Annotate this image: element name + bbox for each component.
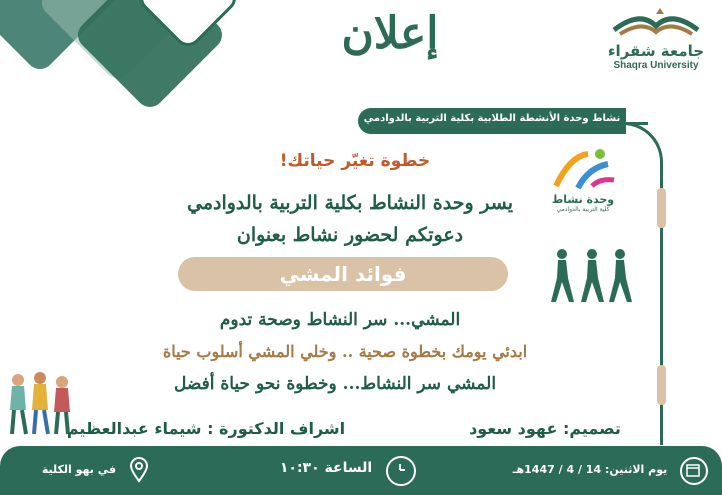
- invite-line-1: يسر وحدة النشاط بكلية التربية بالدوادمي: [186, 192, 513, 214]
- credit-supervision: اشراف الدكتورة : شيماء عبدالعظيم: [66, 419, 346, 438]
- book-emblem-icon: [600, 8, 712, 38]
- activity-logo-subtext: كلية التربية بالدوادمي: [556, 206, 610, 213]
- event-time: الساعة ١٠:٣٠: [279, 460, 373, 476]
- unit-banner-text: نشاط وحدة الأنشطة الطلابية بكلية التربية بالدوادمي: [363, 113, 621, 124]
- event-location: في بهو الكلية: [41, 463, 117, 476]
- clock-hands: [391, 461, 409, 479]
- announcement-title: إعلان: [341, 8, 439, 59]
- location-pin-icon: [129, 457, 149, 483]
- tagline: خطوة تغيّر حياتك!: [279, 151, 431, 171]
- slogan-1: المشي... سر النشاط وصحة تدوم: [219, 310, 461, 330]
- university-logo: [600, 8, 712, 70]
- university-name-ar: جامعة شقراء: [607, 42, 705, 60]
- slogan-3: المشي سر النشاط... وخطوة نحو حياة أفضل: [173, 374, 497, 394]
- event-date: يوم الاثنين: 14 / 4 / 1447هـ: [512, 463, 668, 476]
- invite-line-2: دعوتكم لحضور نشاط بعنوان: [236, 224, 464, 246]
- calendar-glyph: [686, 463, 700, 477]
- activity-title: فوائد المشي: [279, 262, 407, 286]
- slogan-2: ابدئي يومك بخطوة صحية .. وخلي المشي أسلوب حياة: [162, 342, 528, 361]
- university-name-en: Shaqra University: [613, 60, 699, 71]
- walkers-illustration: [548, 248, 638, 304]
- activity-logo-text: وحدة نشاط: [551, 193, 615, 206]
- frame-accent: [657, 365, 666, 405]
- activity-figure-icon: [548, 146, 618, 190]
- frame-accent: [657, 188, 666, 228]
- credit-design: تصميم: عهود سعود: [469, 419, 621, 438]
- frame-curve: [620, 122, 663, 185]
